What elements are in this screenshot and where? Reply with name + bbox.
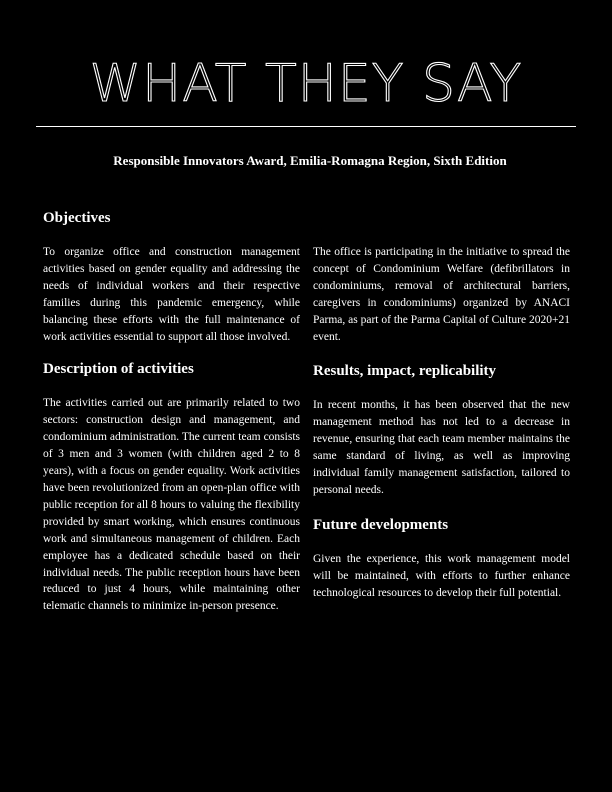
future-heading: Future developments xyxy=(313,516,449,533)
title-divider xyxy=(36,126,576,127)
future-text: Given the experience, this work management model will be maintained, with efforts to further enhance technological resources to develop their full potential. xyxy=(313,552,570,599)
objectives-heading: Objectives xyxy=(43,210,111,226)
page-title: WHAT THEY SAY xyxy=(89,54,523,114)
objectives-text: To organize office and construction management activities based on gender equality and addressing the needs of individual workers and their respective families during this pandemic emergency, while balancing these efforts with the full maintenance of work activities essential to support all those involved. xyxy=(43,246,300,343)
left-column xyxy=(43,208,300,615)
right-column xyxy=(313,244,570,602)
welfare-text: The office is participating in the initiative to spread the concept of Condominium Welfare (defibrillators in condominiums, removal of architectural barriers, caregivers in condominiums) organized by ANACI Parma, as part of the Parma Capital of Culture 2020+21 event. xyxy=(313,246,570,343)
results-heading: Results, impact, replicability xyxy=(313,363,497,380)
description-heading: Description of activities xyxy=(43,361,194,378)
award-subtitle: Responsible Innovators Award, Emilia-Romagna Region, Sixth Edition xyxy=(113,153,507,168)
description-text: The activities carried out are primarily related to two sectors: construction design and management, and condominium administration. The current team consists of 3 men and 3 women (with children aged 2 to 8 years), with a focus on gender equality. Work activities have been revolutionized from an open-plan office with public reception for all 8 hours to valuing the flexibility provided by smart working, which ensures continuous work and simultaneous management of children. Each employee has a dedicated schedule based on their individual needs. The public reception hours have been reduced to just 4 hours, while maintaining other telematic channels to minimize in-person presence. xyxy=(43,397,300,613)
results-text: In recent months, it has been observed that the new management method has not led to a decrease in revenue, ensuring that each team member maintains the same standard of living, as well as improving individual family management satisfaction, tailored to personal needs. xyxy=(313,399,570,496)
